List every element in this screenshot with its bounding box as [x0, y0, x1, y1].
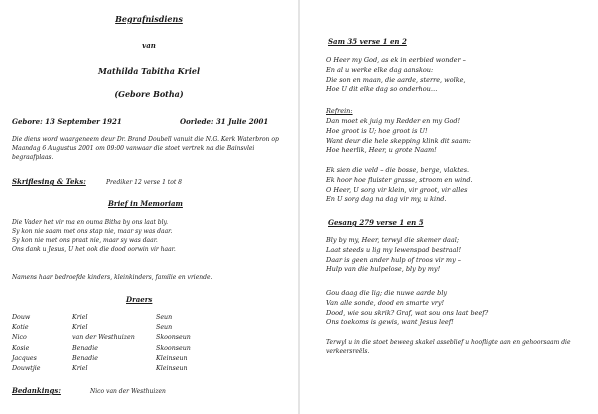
- hymn-line: En al u werke elke dag aanskou:: [326, 65, 434, 74]
- hymn-line: Ek sien die veld – die bosse, berge, vlaktes.: [326, 166, 470, 174]
- hymn-line: Ons toekoms is gewis, want Jesus leef!: [326, 318, 454, 327]
- hymn-line: Bly by my, Heer, terwyl die skemer daal;: [326, 236, 460, 244]
- service-paragraph: [12, 135, 298, 162]
- document-title: Begrafnisdiens: [115, 14, 183, 24]
- hymn-line: Hoe U dit elke dag so onderhou…: [326, 85, 438, 94]
- bearer-relation: Kleinseun: [156, 365, 188, 373]
- hymn-line: Van alle sonde, dood en smarte vry!: [326, 298, 445, 307]
- table-row: [12, 333, 191, 343]
- bearer-first-name: Douwtjie: [12, 365, 41, 373]
- hymn-line: Hoe groot is U; hoe groot is U!: [326, 126, 428, 135]
- psalm-verse-2: [326, 166, 598, 205]
- bearer-surname: Kriel: [72, 365, 88, 373]
- refrain-lines: [326, 117, 598, 156]
- bearer-surname: van der Westhuizen: [72, 334, 135, 342]
- closing-note: [326, 338, 598, 356]
- bearer-surname: Benadie: [72, 344, 98, 352]
- reading-value: Prediker 12 verse 1 tot 8: [106, 179, 182, 186]
- memoriam-line: Ons dank u Jesus, U het ook die dood oorwin vir haar.: [12, 246, 176, 253]
- left-page: [0, 0, 298, 414]
- memoriam-line: Die Vader het vir ma en ouma Bitha by ons laat bly.: [12, 219, 169, 226]
- thanks-label: Bedankings:: [12, 386, 61, 395]
- bearer-first-name: Jacques: [12, 354, 37, 362]
- bearers-heading: Draers: [126, 295, 153, 304]
- hymn-line: Laat steeds u lig my lewenspad bestraal!: [326, 245, 462, 254]
- bearer-first-name: Douw: [12, 314, 31, 321]
- hymn-verse-1: [326, 236, 598, 275]
- hymn-line: O Heer my God, as ek in eerbied wonder –: [326, 56, 466, 64]
- bearer-first-name: Nico: [12, 334, 27, 342]
- memoriam-line: Sy kon nie met ons praat nie, maar sy was daar.: [12, 237, 158, 244]
- table-row: [12, 323, 191, 333]
- closing-line: Terwyl u in die stoet beweeg skakel asseblief u hoofligte aan en gehoorsaam die: [326, 339, 571, 346]
- hymn-line: En U sorg dag na dag vir my, u kind.: [326, 195, 447, 204]
- birth-date: Gebore: 13 September 1921: [12, 117, 122, 126]
- refrain-label: Refrein:: [326, 107, 353, 115]
- service-line: begraafplaas.: [12, 154, 54, 161]
- hymn-line: O Heer, U sorg vir klein, vir groot, vir alles: [326, 185, 468, 194]
- death-date: Oorlede: 31 Julie 2001: [180, 117, 269, 126]
- bearer-surname: Kriel: [72, 324, 88, 332]
- service-line: Die diens word waargeneem deur Dr. Brand Doubell vanuit die N.G. Kerk Waterbron op: [12, 136, 279, 143]
- hymn-line: Dood, wie sou skrik? Graf, wat sou ons laat beef?: [326, 308, 489, 317]
- memoriam-heading: Brief in Memoriam: [108, 199, 183, 208]
- service-line: Maandag 6 Augustus 2001 om 09:00 vanwaar die stoet vertrek na die Bainsvlei: [12, 145, 255, 152]
- bearer-surname: Kriel: [72, 314, 88, 321]
- right-page: [300, 0, 598, 414]
- deceased-name: Mathilda Tabitha Kriel: [97, 66, 200, 76]
- hymn-verse-5: [326, 289, 598, 328]
- bearer-first-name: Kosie: [12, 344, 30, 352]
- hymn-line: Die son en maan, die aarde, sterre, wolke,: [326, 75, 466, 84]
- bearer-relation: Skoonseun: [156, 344, 191, 352]
- hymn-line: Dan moet ek juig my Redder en my God!: [326, 117, 461, 125]
- table-row: [12, 354, 191, 364]
- hymn-line: Daar is geen ander hulp of troos vir my –: [326, 255, 462, 264]
- table-row: [12, 313, 191, 323]
- hymn-line: Hoe heerlik, Heer, u grote Naam!: [326, 146, 437, 155]
- memoriam-paragraph: [12, 218, 298, 254]
- bearers-table: [12, 313, 191, 374]
- bearer-relation: Skoonseun: [156, 334, 191, 342]
- hymn-line: Hulp van die hulpelose, bly by my!: [326, 265, 441, 274]
- reading-label: Skriflesing & Teks:: [12, 177, 86, 186]
- bearer-relation: Seun: [156, 314, 173, 321]
- family-line: Namens haar bedroefde kinders, kleinkinders, familie en vriende.: [12, 274, 213, 281]
- hymn-heading: Gesang 279 verse 1 en 5: [328, 218, 424, 227]
- hymn-line: Want deur die hele skepping klink dit saam:: [326, 136, 471, 145]
- bearer-surname: Benadie: [72, 354, 98, 362]
- bearer-relation: Seun: [156, 324, 173, 332]
- psalm-verse-1: [326, 56, 598, 95]
- maiden-name: (Gebore Botha): [114, 89, 184, 99]
- van-label: van: [142, 41, 156, 50]
- bearer-first-name: Kotie: [12, 324, 29, 332]
- memoriam-line: Sy kon nie saam met ons stap nie, maar sy was daar.: [12, 228, 173, 235]
- table-row: [12, 344, 191, 354]
- thanks-value: Nico van der Westhuizen: [90, 388, 166, 395]
- table-row: [12, 364, 191, 374]
- hymn-line: Ek hoor hoe fluister grasse, stroom en wind.: [326, 175, 473, 184]
- bearer-relation: Kleinseun: [156, 354, 188, 362]
- closing-line: verkeersreëls.: [326, 348, 370, 355]
- hymn-line: Gou daag die lig; die nuwe aarde bly: [326, 289, 448, 297]
- psalm-heading: Sam 35 verse 1 en 2: [328, 37, 407, 46]
